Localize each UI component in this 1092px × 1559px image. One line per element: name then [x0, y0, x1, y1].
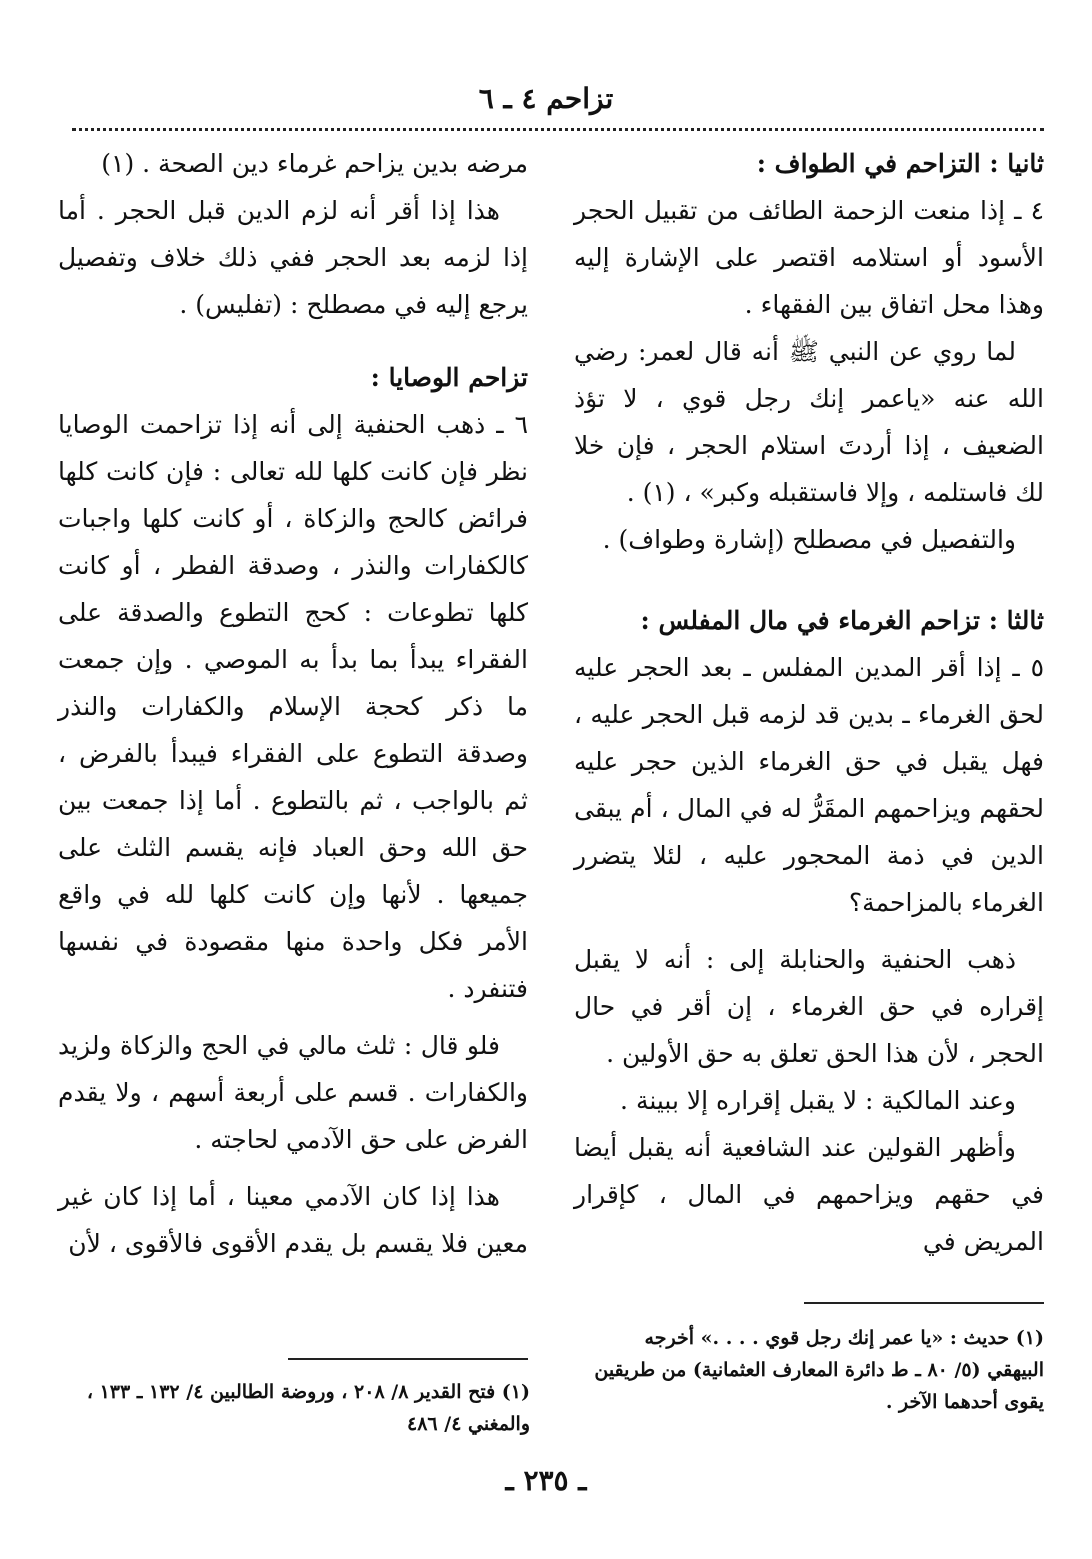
paragraph-shafii: وأظهر القولين عند الشافعية أنه يقبل أيضا في حقهم ويزاحمهم في المال ، كإقرار المريض في	[574, 1133, 1044, 1256]
paragraph-maliki: وعند المالكية : لا يقبل إقراره إلا ببينة .	[620, 1086, 1016, 1115]
paragraph-debt-timing: هذا إذا أقر أنه لزم الدين قبل الحجر . أما إذا لزمه بعد الحجر ففي ذلك خلاف وتفصيل يرجع إليه في مصطلح : (تفليس) .	[58, 196, 528, 319]
page-number: ـ ٢٣٥ ـ	[505, 1464, 587, 1497]
paragraph-6: ٦ ـ ذهب الحنفية إلى أنه إذا تزاحمت الوصايا نظر فإن كانت كلها لله تعالى : فإن كانت كلها فرائض كالحج والزكاة ، أو كانت كلها واجبات كالكفارات والنذر ، وصدقة الفطر ، أو كانت كلها تطوعات : كحج التطوع والصدقة على الفقراء يبدأ بما بدأ به الموصي . وإن جمعت ما ذكر كحجة الإسلام والكفارات والنذر وصدقة التطوع على الفقراء فيبدأ بالفرض ، ثم بالواجب ، ثم بالتطوع . أما إذا جمعت بين حق الله وحق العباد فإنه يقسم الثلث على جميعها . لأنها وإن كانت كلها لله في واقع الأمر فكل واحدة منها مقصودة في نفسها فتنفرد .	[58, 410, 528, 1003]
paragraph-continuation: مرضه بدين يزاحم غرماء دين الصحة . (١)	[101, 149, 528, 178]
paragraph-4: ٤ ـ إذا منعت الزحمة الطائف من تقبيل الحجر الأسود أو استلامه اقتصر على الإشارة إليه وهذا محل اتفاق بين الفقهاء .	[574, 196, 1044, 319]
paragraph-reference: والتفصيل في مصطلح (إشارة وطواف) .	[602, 525, 1016, 554]
paragraph-5: ٥ ـ إذا أقر المدين المفلس ـ بعد الحجر عليه لحق الغرماء ـ بدين قد لزمه قبل الحجر عليه ، فهل يقبل في حق الغرماء الذين حجر عليه لحقهم ويزاحمهم المقَرُّ له في المال ، أم يبقى الدين في ذمة المحجور عليه ، لئلا يتضرر الغرماء بالمزاحمة؟	[574, 653, 1044, 917]
header-divider	[72, 128, 1044, 131]
page-header-title: تزاحم ٤ ـ ٦	[478, 82, 614, 115]
section-heading-creditors: ثالثا : تزاحم الغرماء في مال المفلس :	[640, 606, 1044, 635]
footnote-divider-left	[288, 1358, 528, 1360]
footnote-divider-right	[804, 1302, 1044, 1304]
paragraph-hanafi-hanbali: ذهب الحنفية والحنابلة إلى : أنه لا يقبل إقراره في حق الغرماء ، إن أقر في حال الحجر ، لأن هذا الحق تعلق به حق الأولين .	[574, 945, 1044, 1068]
right-column	[574, 140, 1044, 1265]
left-column	[58, 140, 528, 1267]
paragraph-specific-person: هذا إذا كان الآدمي معينا ، أما إذا كان غير معين فلا يقسم بل يقدم الأقوى فالأقوى ، لأن	[58, 1182, 528, 1258]
paragraph-hadith: لما روي عن النبي ﷺ أنه قال لعمر: رضي الله عنه «ياعمر إنك رجل قوي ، لا تؤذ الضعيف ، إذا أردتَ استلام الحجر ، فإن خلا لك فاستلمه ، وإلا فاستقبله وكبر» ، (١) .	[574, 337, 1044, 507]
section-heading-wills: تزاحم الوصايا :	[370, 363, 528, 392]
footnote-right: (١) حديث : «يا عمر إنك رجل قوي . . . .» أخرجه البيهقي (٥/ ٨٠ ـ ط دائرة المعارف العثمانية) من طريقين يقوى أحدهما الآخر .	[594, 1327, 1044, 1413]
footnote-left: (١) فتح القدير ٨/ ٢٠٨ ، وروضة الطالبين ٤/ ١٣٢ ـ ١٣٣ ، والمغني ٤/ ٤٨٦	[86, 1381, 530, 1435]
paragraph-example: فلو قال : ثلث مالي في الحج والزكاة ولزيد والكفارات . قسم على أربعة أسهم ، ولا يقدم الفرض على حق الآدمي لحاجته .	[58, 1031, 528, 1154]
section-heading-tawaf: ثانيا : التزاحم في الطواف :	[756, 149, 1044, 178]
